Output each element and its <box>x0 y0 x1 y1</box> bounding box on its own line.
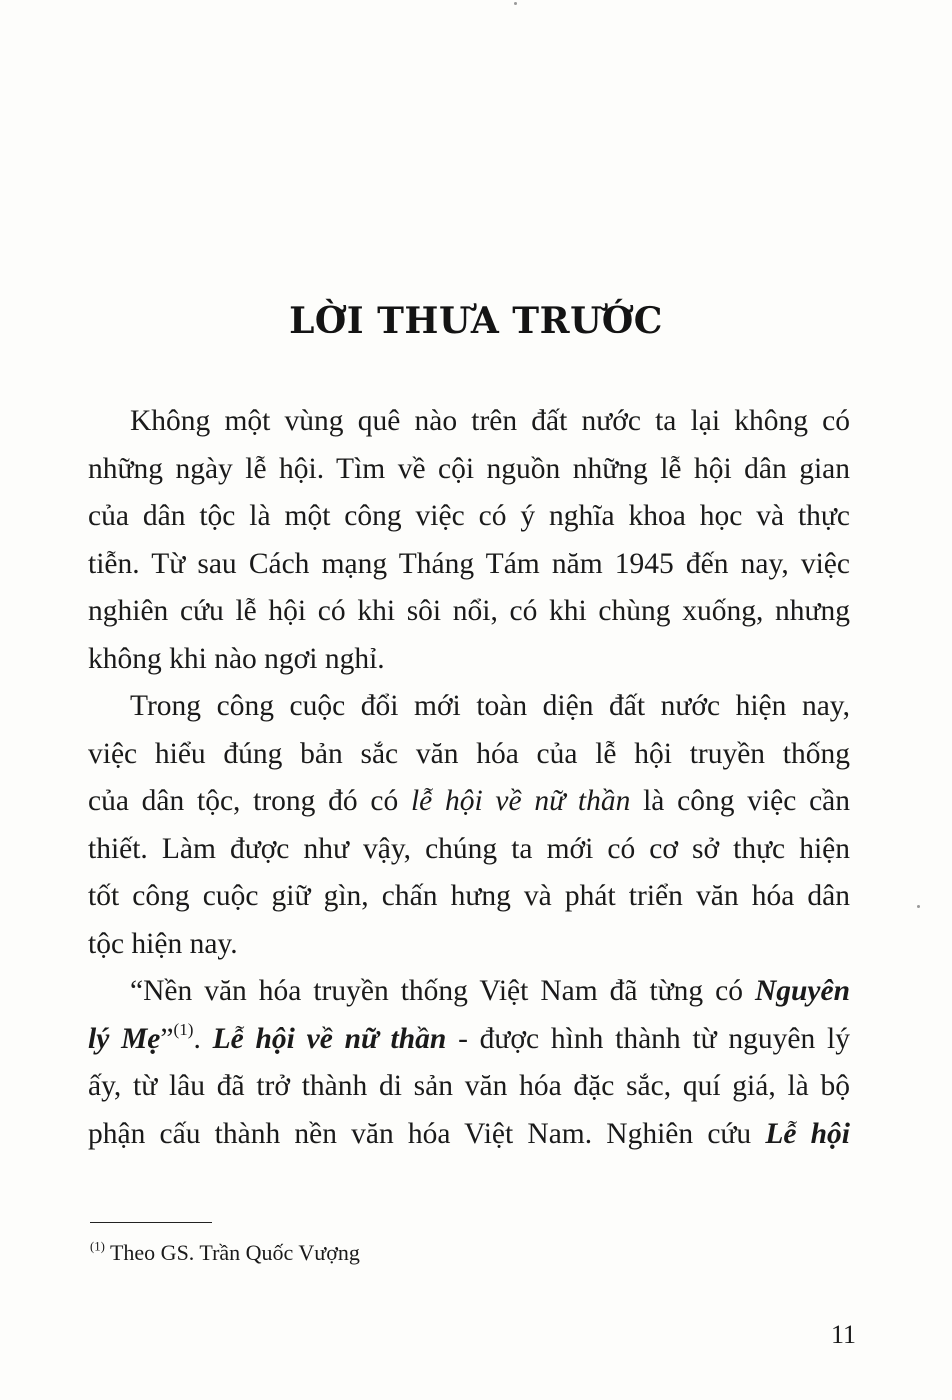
bold-italic-term: lý Mẹ <box>88 1022 161 1055</box>
paragraph-2-line: việc hiểu đúng bản sắc văn hóa của lễ hội truyền thống <box>88 737 850 770</box>
paper-speck <box>514 2 517 5</box>
page-title: LỜI THƯA TRƯỚC <box>289 300 663 342</box>
paragraph-2-line <box>88 778 850 826</box>
paragraph-2-line: tộc hiện nay. <box>88 927 238 960</box>
footnote-text: Theo GS. Trần Quốc Vượng <box>104 1240 360 1265</box>
paragraph-2-line: Trong công cuộc đổi mới toàn diện đất nước hiện nay, <box>130 690 850 722</box>
text-run: “Nền văn hóa truyền thống Việt Nam đã từng có <box>130 975 755 1007</box>
paragraph-1-line: không khi nào ngơi nghỉ. <box>88 642 385 675</box>
text-run: là công việc cần <box>630 785 851 817</box>
paragraph-3-line <box>88 968 850 1016</box>
paragraph-3-line: ấy, từ lâu đã trở thành di sản văn hóa đặc sắc, quí giá, là bộ <box>88 1070 850 1102</box>
paragraph-1-line: nghiên cứu lễ hội có khi sôi nổi, có khi chùng xuống, nhưng <box>88 595 850 627</box>
footnote-divider <box>90 1222 212 1223</box>
page-number: 11 <box>830 1320 856 1349</box>
paragraph-1-line: những ngày lễ hội. Tìm về cội nguồn những lễ hội dân gian <box>88 452 850 485</box>
paragraph-1-line: tiễn. Từ sau Cách mạng Tháng Tám năm 1945 đến nay, việc <box>88 547 850 580</box>
paragraph-1-line: của dân tộc là một công việc có ý nghĩa khoa học và thực <box>88 500 850 532</box>
text-run: của dân tộc, trong đó có <box>88 785 411 817</box>
bold-italic-term: Lễ hội về nữ thần <box>212 1022 447 1055</box>
footnote-reference: (1) <box>173 1019 194 1039</box>
footnote-marker: (1) <box>90 1239 105 1254</box>
paragraph-2-line: thiết. Làm được như vậy, chúng ta mới có cơ sở thực hiện <box>88 832 850 865</box>
bold-italic-term: Nguyên <box>754 975 850 1007</box>
paragraph-3-line <box>88 1111 850 1159</box>
text-run: - được hình thành từ nguyên lý <box>446 1022 851 1055</box>
text-run: . <box>193 1022 213 1055</box>
italic-term: lễ hội về nữ thần <box>410 785 631 817</box>
text-run: phận cấu thành nền văn hóa Việt Nam. Nghiên cứu <box>88 1117 766 1150</box>
body-text <box>88 398 850 1158</box>
paragraph-3-line <box>88 1016 850 1064</box>
paragraph-2-line: tốt công cuộc giữ gìn, chấn hưng và phát triển văn hóa dân <box>88 880 850 912</box>
bold-italic-term: Lễ hội <box>765 1117 850 1150</box>
footnote <box>90 1240 360 1266</box>
paper-speck <box>917 905 920 908</box>
text-run: ” <box>160 1022 174 1055</box>
paragraph-1-line: Không một vùng quê nào trên đất nước ta lại không có <box>130 405 850 437</box>
